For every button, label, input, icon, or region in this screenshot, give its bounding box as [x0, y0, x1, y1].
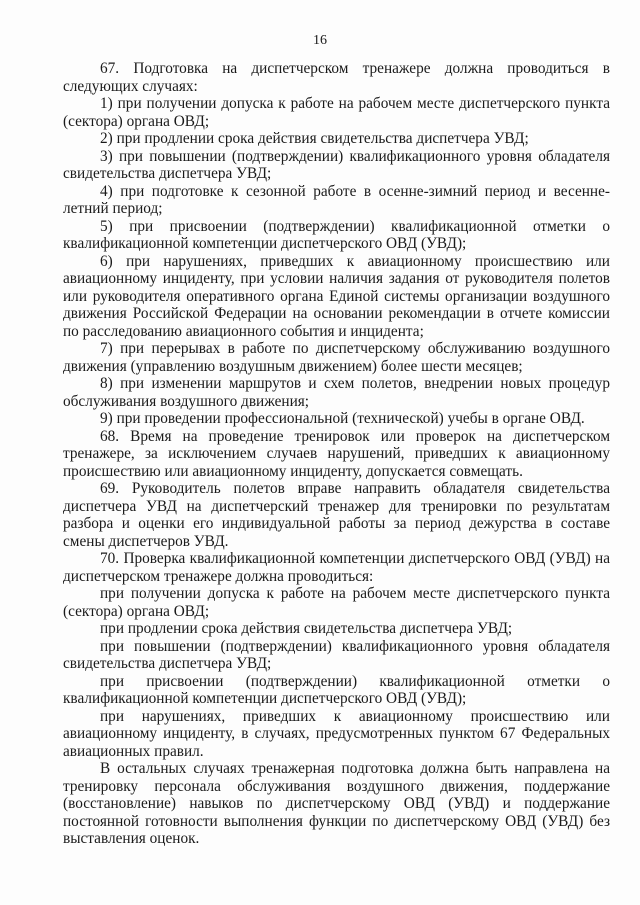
list-item-70-3: при повышении (подтверждении) квалификационного уровня обладателя свидетельства диспетчера УВД;	[63, 637, 610, 672]
list-item-67-4: 4) при подготовке к сезонной работе в осенне-зимний период и весенне-летний период;	[63, 182, 610, 217]
list-item-67-8: 8) при изменении маршрутов и схем полетов, внедрении новых процедур обслуживания воздушного движения;	[63, 375, 610, 410]
list-item-67-6: 6) при нарушениях, приведших к авиационному происшествию или авиационному инциденту, при условии наличия задания от руководителя полетов или руководителя оперативного органа Единой системы организации воздушного движения Российской Федерации на основании рекомендации в отчете комиссии по расследованию авиационного события и инцидента;	[63, 252, 610, 340]
list-item-67-9: 9) при проведении профессиональной (технической) учебы в органе ОВД.	[100, 410, 585, 427]
list-item-67-2: 2) при продлении срока действия свидетельства диспетчера УВД;	[100, 130, 529, 147]
list-item-67-1: 1) при получении допуска к работе на рабочем месте диспетчерского пункта (сектора) органа ОВД;	[63, 95, 610, 130]
paragraph-69: 69. Руководитель полетов вправе направить обладателя свидетельства диспетчера УВД на диспетчерский тренажер для тренировки по результатам разбора и оценки его индивидуальной работы за период дежурства в составе смены диспетчеров УВД.	[63, 480, 610, 550]
list-item-70-4: при присвоении (подтверждении) квалификационной отметки о квалификационной компетенции диспетчерского ОВД (УВД);	[63, 672, 610, 707]
list-item-67-7: 7) при перерывах в работе по диспетчерскому обслуживанию воздушного движения (управлению воздушным движением) более шести месяцев;	[63, 340, 610, 375]
paragraph-67: 67. Подготовка на диспетчерском тренажере должна проводиться в следующих случаях:	[63, 60, 610, 95]
paragraph-68: 68. Время на проведение тренировок или проверок на диспетчерском тренажере, за исключением случаев нарушений, приведших к авиационному происшествию или авиационному инциденту, допускается совмещать.	[63, 427, 610, 480]
document-body	[63, 60, 610, 848]
paragraph-70: 70. Проверка квалификационной компетенции диспетчерского ОВД (УВД) на диспетчерском тренажере должна проводиться:	[63, 550, 610, 585]
list-item-70-1: при получении допуска к работе на рабочем месте диспетчерского пункта (сектора) органа ОВД;	[63, 585, 610, 620]
list-item-67-5: 5) при присвоении (подтверждении) квалификационной отметки о квалификационной компетенции диспетчерского ОВД (УВД);	[63, 217, 610, 252]
list-item-67-3: 3) при повышении (подтверждении) квалификационного уровня обладателя свидетельства диспетчера УВД;	[63, 147, 610, 182]
paragraph-closing: В остальных случаях тренажерная подготовка должна быть направлена на тренировку персонала обслуживания воздушного движения, поддержание (восстановление) навыков по диспетчерскому ОВД (УВД) и поддержание постоянной готовности выполнения функции по диспетчерскому ОВД (УВД) без выставления оценок.	[63, 760, 610, 847]
page-number: 16	[313, 33, 327, 48]
list-item-70-2: при продлении срока действия свидетельства диспетчера УВД;	[100, 620, 513, 637]
list-item-70-5: при нарушениях, приведших к авиационному происшествию или авиационному инциденту, в случаях, предусмотренных пунктом 67 Федеральных авиационных правил.	[63, 707, 610, 760]
